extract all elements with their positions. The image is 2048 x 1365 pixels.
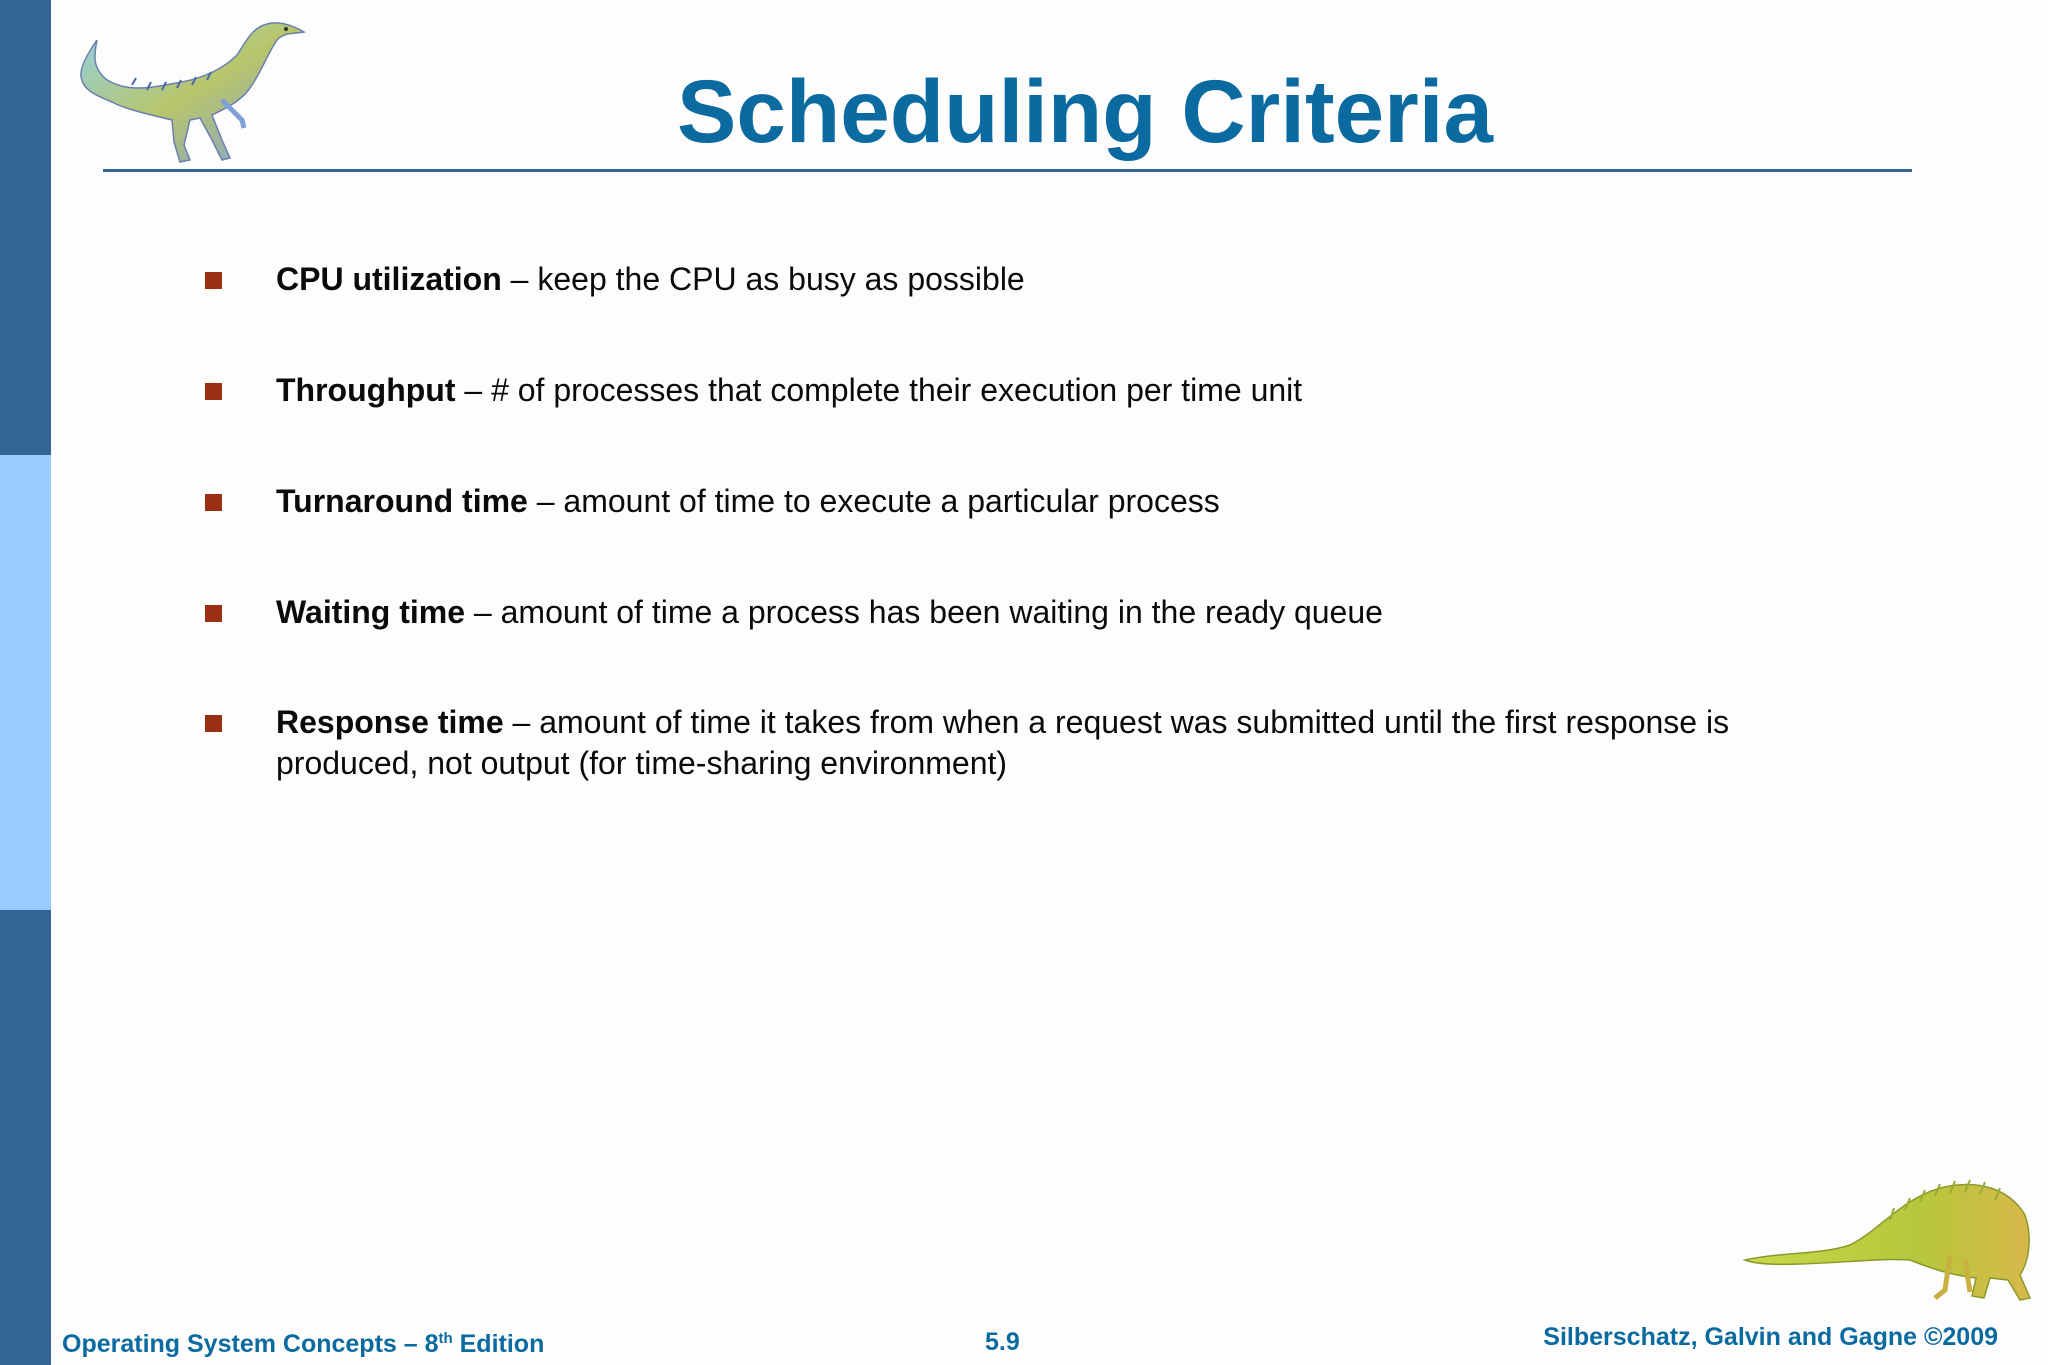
bullet-square-icon (205, 383, 222, 400)
bullet-text (276, 370, 1856, 411)
bullet-description: – amount of time it takes from when a request was submitted until the first response is produced, not output (for time-sharing environment) (276, 704, 1730, 781)
title-divider (103, 169, 1912, 172)
bullet-text (276, 481, 1856, 522)
bullet-term: CPU utilization (276, 261, 502, 297)
bullet-term: Throughput (276, 372, 456, 408)
bullet-description: – # of processes that complete their execution per time unit (455, 372, 1303, 408)
bullet-description: – keep the CPU as busy as possible (501, 261, 1025, 297)
bullet-description: – amount of time to execute a particular process (527, 483, 1220, 519)
bullet-text (276, 702, 1856, 784)
bullet-term: Response time (276, 704, 504, 740)
footer-copyright: Silberschatz, Galvin and Gagne ©2009 (1543, 1323, 1998, 1351)
bullet-square-icon (205, 272, 222, 289)
slide-title: Scheduling Criteria (677, 61, 1493, 161)
footer-book-title: Operating System Concepts – 8th Edition (62, 1330, 545, 1358)
side-band-bottom (0, 910, 51, 1365)
bullet-square-icon (205, 715, 222, 732)
bullet-term: Waiting time (276, 594, 466, 630)
footer-page-number: 5.9 (985, 1328, 1020, 1356)
bullet-text (276, 259, 1856, 300)
bullet-text (276, 592, 1856, 633)
bullet-square-icon (205, 605, 222, 622)
side-band-middle (0, 455, 51, 910)
bullet-term: Turnaround time (276, 483, 528, 519)
bullet-description: – amount of time a process has been waiting in the ready queue (465, 594, 1383, 630)
bullet-square-icon (205, 494, 222, 511)
dinosaur-crawling-icon (1740, 1160, 2040, 1320)
